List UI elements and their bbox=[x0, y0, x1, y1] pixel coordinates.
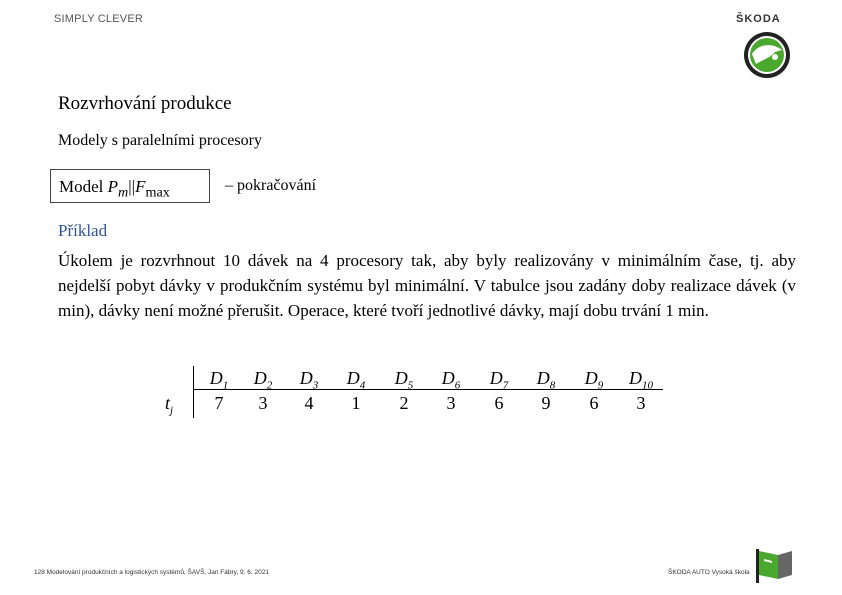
simply-clever-brand: SIMPLY CLEVER bbox=[54, 13, 144, 25]
model-p: P bbox=[107, 177, 119, 196]
body-paragraph: Úkolem je rozvrhnout 10 dávek na 4 procesory tak, aby byly realizovány v minimálním čase, tj. aby nejdelší pobyt dávky v produkčním systému byl minimální. V tabulce jsou zadány doby realizace dávek (v min), dávky není možné přerušit. Operace, které tvoří jednotlivé dávky, mají dobu trvání 1 min. bbox=[58, 251, 796, 320]
skoda-brand: ŠKODA bbox=[736, 13, 781, 25]
footer-citation: 128 Modelování produkčních a logistických systémů, ŠAVŠ, Jan Fábry, 9. 6. 2021 bbox=[34, 569, 269, 576]
model-notation-box bbox=[50, 169, 210, 203]
table-header-cell: $D_7$ bbox=[489, 368, 509, 392]
school-flag-icon bbox=[756, 549, 796, 583]
table-value-cell: 3 bbox=[258, 393, 268, 413]
continuation-label: – pokračování bbox=[225, 177, 317, 194]
model-separator: || bbox=[128, 177, 136, 196]
table-value-cell: 6 bbox=[494, 393, 504, 413]
table-value-cell: 3 bbox=[636, 393, 646, 413]
table-value-cell: 2 bbox=[399, 393, 409, 413]
table-value-cell: 3 bbox=[446, 393, 456, 413]
table-header-cell: $D_6$ bbox=[441, 368, 461, 392]
model-word: Model bbox=[59, 177, 104, 196]
footer-institution: ŠKODA AUTO Vysoká škola bbox=[668, 569, 750, 576]
table-header-cell: $D_2$ bbox=[253, 368, 273, 392]
table-value-cell: 4 bbox=[304, 393, 314, 413]
table-value-cell: 6 bbox=[589, 393, 599, 413]
table-value-cell: 9 bbox=[541, 393, 551, 413]
table-value-cell: 1 bbox=[351, 393, 361, 413]
table-header-cell: $D_1$ bbox=[209, 368, 229, 392]
model-f: F bbox=[135, 177, 146, 196]
slide-title: Rozvrhování produkce bbox=[58, 93, 232, 114]
model-max: max bbox=[145, 184, 170, 201]
table-header-cell: $D_{10}$ bbox=[629, 368, 653, 392]
table-header-cell: $D_3$ bbox=[299, 368, 319, 392]
example-label: Příklad bbox=[58, 221, 108, 240]
skoda-logo-icon bbox=[742, 30, 792, 80]
table-header-cell: $D_9$ bbox=[584, 368, 604, 392]
table-value-cell: 7 bbox=[214, 393, 224, 413]
table-row-label: $t_j$ bbox=[165, 393, 174, 417]
table-header-cell: $D_4$ bbox=[346, 368, 366, 392]
model-m: m bbox=[118, 184, 129, 201]
table-header-cell: $D_8$ bbox=[536, 368, 556, 392]
slide-subtitle: Modely s paralelními procesory bbox=[58, 132, 262, 149]
table-header-cell: $D_5$ bbox=[394, 368, 414, 392]
table-vertical-rule bbox=[193, 366, 194, 418]
